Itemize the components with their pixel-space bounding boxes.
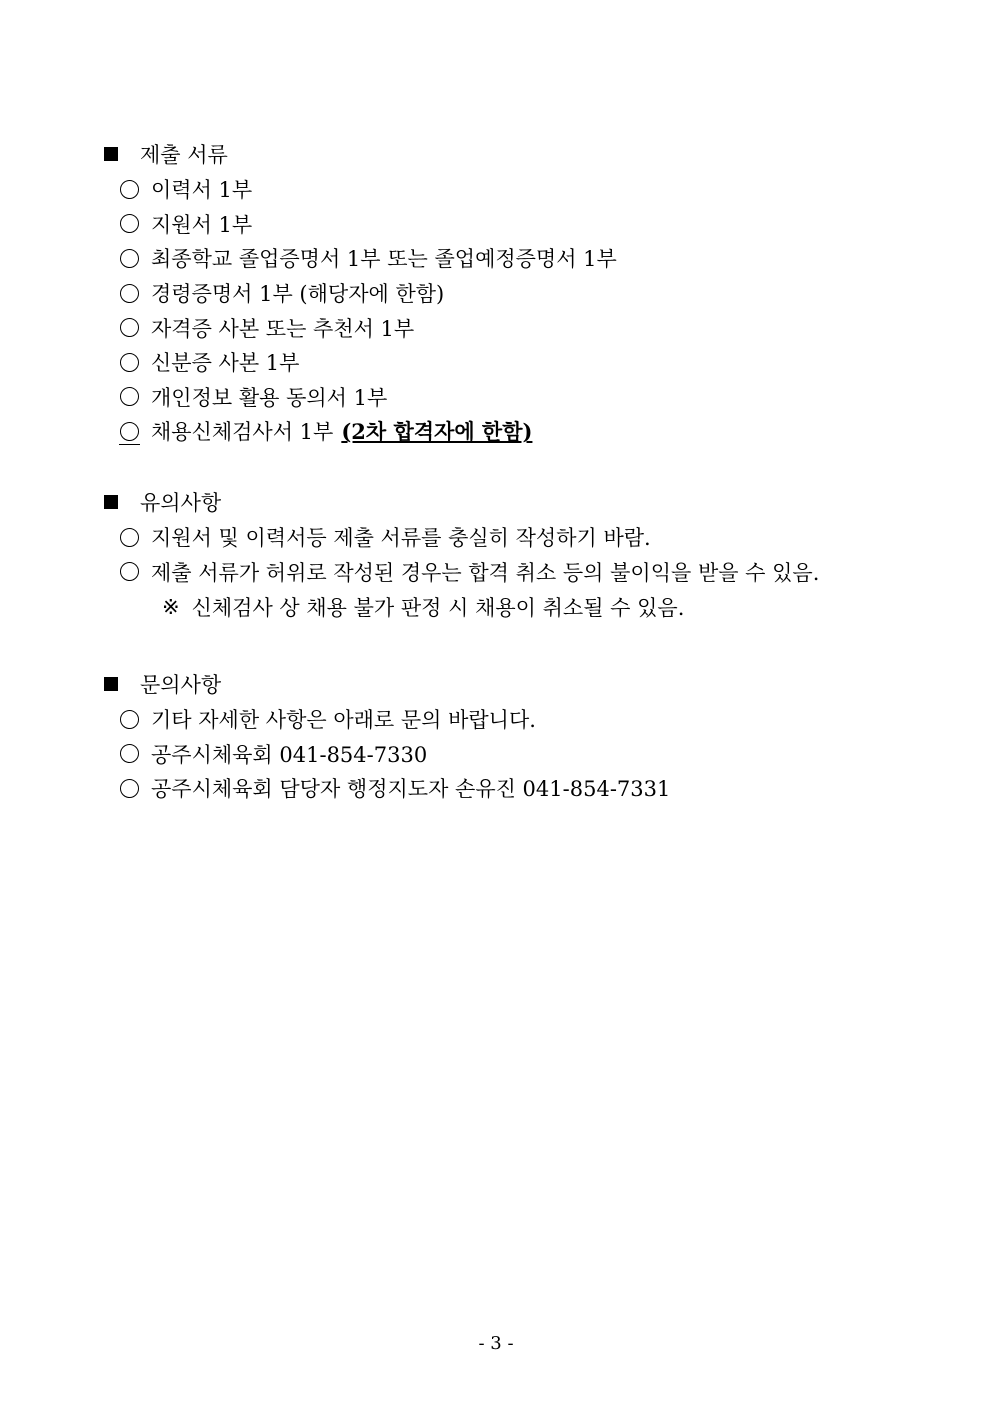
list-item-text: 자격증 사본 또는 추천서 1부 [151, 316, 415, 341]
list-item [100, 276, 932, 311]
list-item-text: 공주시체육회 담당자 행정지도자 손유진 041-854-7331 [151, 777, 671, 802]
list-item [100, 380, 932, 415]
list-item-text: 지원서 및 이력서등 제출 서류를 충실히 작성하기 바람. [151, 526, 651, 551]
list-item-text: 공주시체육회 041-854-7330 [151, 742, 428, 767]
circle-bullet-icon [120, 744, 139, 763]
circle-bullet-icon [120, 562, 139, 581]
section-heading [100, 136, 932, 172]
emphasis-note: (2차 합격자에 한함) [341, 419, 533, 445]
list-item [100, 520, 932, 555]
list-item-text: 기타 자세한 사항은 아래로 문의 바랍니다. [151, 708, 536, 733]
reference-note [100, 589, 932, 625]
list-item-text: 지원서 1부 [151, 212, 253, 237]
square-bullet-icon [104, 495, 118, 509]
list-item [100, 702, 932, 737]
list-item [100, 555, 932, 590]
circle-bullet-icon [120, 353, 139, 372]
list-item [100, 241, 932, 276]
circle-bullet-icon [120, 422, 139, 441]
circle-bullet-icon [120, 710, 139, 729]
section-submission-documents [100, 136, 932, 449]
list-item-text: 제출 서류가 허위로 작성된 경우는 합격 취소 등의 불이익을 받을 수 있음. [151, 560, 820, 585]
list-item [100, 771, 932, 806]
reference-note-text: 신체검사 상 채용 불가 판정 시 채용이 취소될 수 있음. [191, 596, 685, 621]
circle-bullet-icon [120, 387, 139, 406]
circle-bullet-icon [120, 528, 139, 547]
circle-bullet-icon [120, 318, 139, 337]
list-item-text: 이력서 1부 [151, 178, 253, 203]
list-item [100, 207, 932, 242]
circle-bullet-icon [120, 284, 139, 303]
reference-mark-icon: ※ [162, 595, 180, 620]
section-title: 유의사항 [140, 491, 222, 515]
list-item-text: 개인정보 활용 동의서 1부 [151, 385, 388, 410]
square-bullet-icon [104, 677, 118, 691]
list-item [100, 737, 932, 772]
list-item [100, 345, 932, 380]
section-heading [100, 484, 932, 520]
page-number: - 3 - [478, 1333, 514, 1354]
section-inquiries [100, 666, 932, 806]
list-item [100, 414, 932, 449]
square-bullet-icon [104, 147, 118, 161]
list-item-text: 경령증명서 1부 (해당자에 한함) [151, 282, 445, 307]
circle-bullet-icon [120, 249, 139, 268]
section-heading [100, 666, 932, 702]
section-title: 제출 서류 [140, 143, 228, 167]
circle-bullet-icon [120, 180, 139, 199]
list-item-text: 신분증 사본 1부 [151, 351, 300, 376]
list-item-text: 채용신체검사서 1부 [151, 420, 334, 445]
section-title: 문의사항 [140, 673, 222, 697]
circle-bullet-icon [120, 779, 139, 798]
circle-bullet-icon [120, 214, 139, 233]
list-item [100, 310, 932, 345]
section-notes [100, 484, 932, 625]
list-item-text: 최종학교 졸업증명서 1부 또는 졸업예정증명서 1부 [151, 247, 617, 272]
list-item [100, 172, 932, 207]
